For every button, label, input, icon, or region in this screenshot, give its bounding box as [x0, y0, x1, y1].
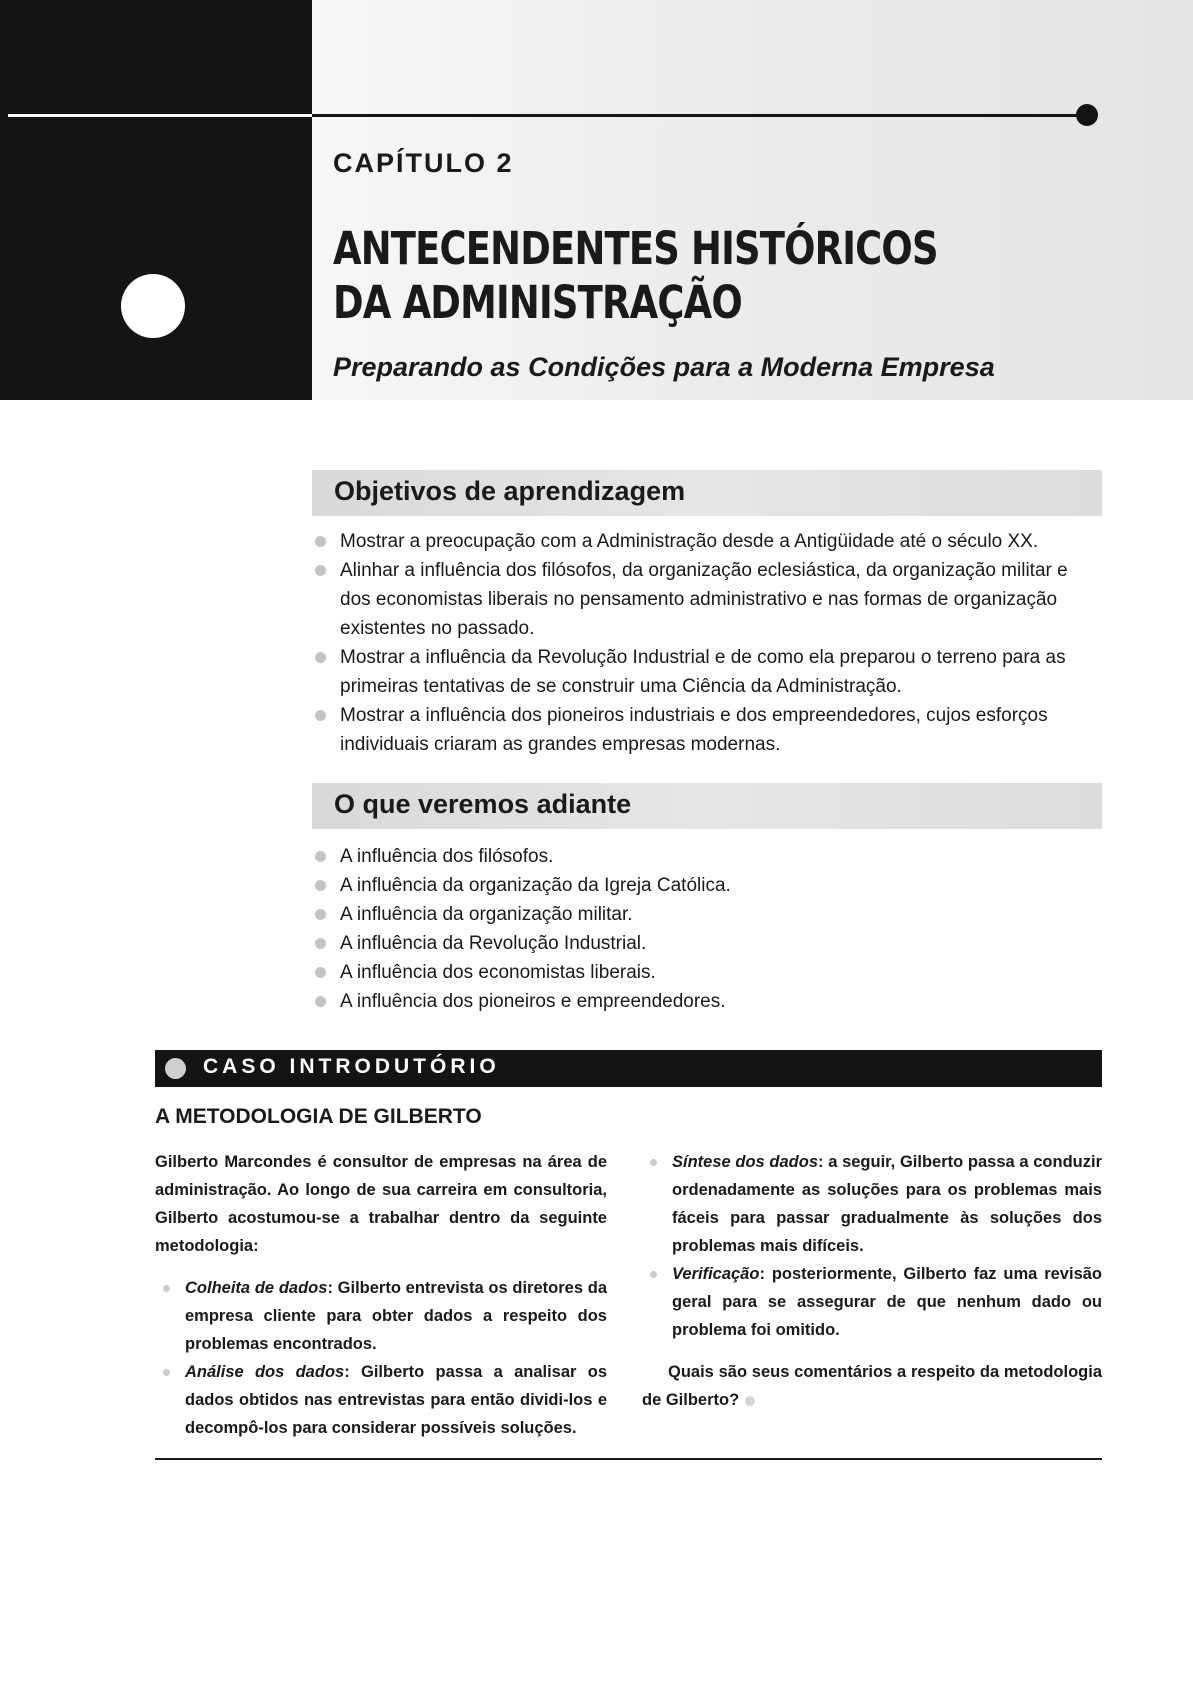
ahead-heading: O que veremos adiante	[334, 789, 632, 819]
case-title: A METODOLOGIA DE GILBERTO	[155, 1105, 482, 1128]
objectives-item: Mostrar a influência dos pioneiros industriais e dos empreendedores, cujos esforços individuais criaram as grandes empresas modernas.	[312, 701, 1102, 759]
case-left-column	[155, 1148, 607, 1442]
ahead-item: A influência da Revolução Industrial.	[312, 929, 1102, 958]
objectives-item: Alinhar a influência dos filósofos, da organização eclesiástica, da organização militar e dos economistas liberais no pensamento administrativo e nas formas de organização existentes no passado.	[312, 556, 1102, 643]
chapter-title-line1: ANTECENDENTES HISTÓRICOS	[333, 222, 938, 275]
case-step: Verificação: posteriormente, Gilberto faz uma revisão geral para se assegurar de que nenhum dado ou problema foi omitido.	[642, 1260, 1102, 1344]
chapter-title-line2: DA ADMINISTRAÇÃO	[333, 276, 742, 329]
bullet-icon	[163, 1369, 170, 1376]
bullet-icon	[315, 909, 326, 920]
header-rule-white	[8, 114, 312, 117]
case-steps-left	[155, 1274, 607, 1442]
bullet-icon	[315, 565, 326, 576]
bullet-icon	[315, 938, 326, 949]
chapter-black-block	[0, 0, 312, 400]
case-intro: Gilberto Marcondes é consultor de empresas na área de administração. Ao longo de sua carreira em consultoria, Gilberto acostumou-se a trabalhar dentro da seguinte metodologia:	[155, 1153, 607, 1255]
case-step: Análise dos dados: Gilberto passa a analisar os dados obtidos nas entrevistas para então dividi-los e decompô-los para considerar possíveis soluções.	[155, 1358, 607, 1442]
bullet-icon	[315, 652, 326, 663]
objectives-item: Mostrar a preocupação com a Administração desde a Antigüidade até o século XX.	[312, 527, 1102, 556]
ahead-item: A influência dos economistas liberais.	[312, 958, 1102, 987]
bullet-icon	[315, 967, 326, 978]
header-gray-band	[312, 0, 1193, 400]
ahead-item: A influência dos pioneiros e empreendedores.	[312, 987, 1102, 1016]
objectives-heading: Objetivos de aprendizagem	[334, 476, 686, 506]
objectives-heading-bar	[312, 470, 1102, 516]
case-label: CASO INTRODUTÓRIO	[203, 1055, 500, 1078]
circle-ornament	[121, 274, 185, 338]
ahead-item: A influência da organização da Igreja Católica.	[312, 871, 1102, 900]
bullet-icon	[650, 1159, 657, 1166]
objectives-list	[312, 527, 1102, 759]
bullet-icon	[315, 851, 326, 862]
ahead-item: A influência dos filósofos.	[312, 842, 1102, 871]
end-mark-icon	[745, 1396, 755, 1406]
chapter-subtitle: Preparando as Condições para a Moderna Empresa	[333, 352, 995, 382]
bullet-icon	[315, 536, 326, 547]
ahead-item: A influência da organização militar.	[312, 900, 1102, 929]
case-bottom-rule	[155, 1458, 1102, 1460]
header-rule-dot	[1076, 104, 1098, 126]
case-heading-bar	[155, 1050, 1102, 1087]
case-steps-right	[642, 1148, 1102, 1344]
case-step: Síntese dos dados: a seguir, Gilberto passa a conduzir ordenadamente as soluções para os problemas mais fáceis para passar gradualmente às soluções dos problemas mais difíceis.	[642, 1148, 1102, 1260]
bullet-icon	[315, 880, 326, 891]
case-question: Quais são seus comentários a respeito da metodologia de Gilberto?	[642, 1363, 1102, 1409]
case-bullet-icon	[165, 1058, 186, 1079]
bullet-icon	[163, 1285, 170, 1292]
chapter-title	[333, 222, 938, 330]
ahead-list	[312, 842, 1102, 1016]
case-step: Colheita de dados: Gilberto entrevista os diretores da empresa cliente para obter dados a respeito dos problemas encontrados.	[155, 1274, 607, 1358]
objectives-item: Mostrar a influência da Revolução Industrial e de como ela preparou o terreno para as primeiras tentativas de se construir uma Ciência da Administração.	[312, 643, 1102, 701]
bullet-icon	[650, 1271, 657, 1278]
bullet-icon	[315, 710, 326, 721]
bullet-icon	[315, 996, 326, 1007]
case-right-column	[642, 1148, 1102, 1414]
chapter-label: CAPÍTULO 2	[333, 148, 514, 178]
ahead-heading-bar	[312, 783, 1102, 829]
